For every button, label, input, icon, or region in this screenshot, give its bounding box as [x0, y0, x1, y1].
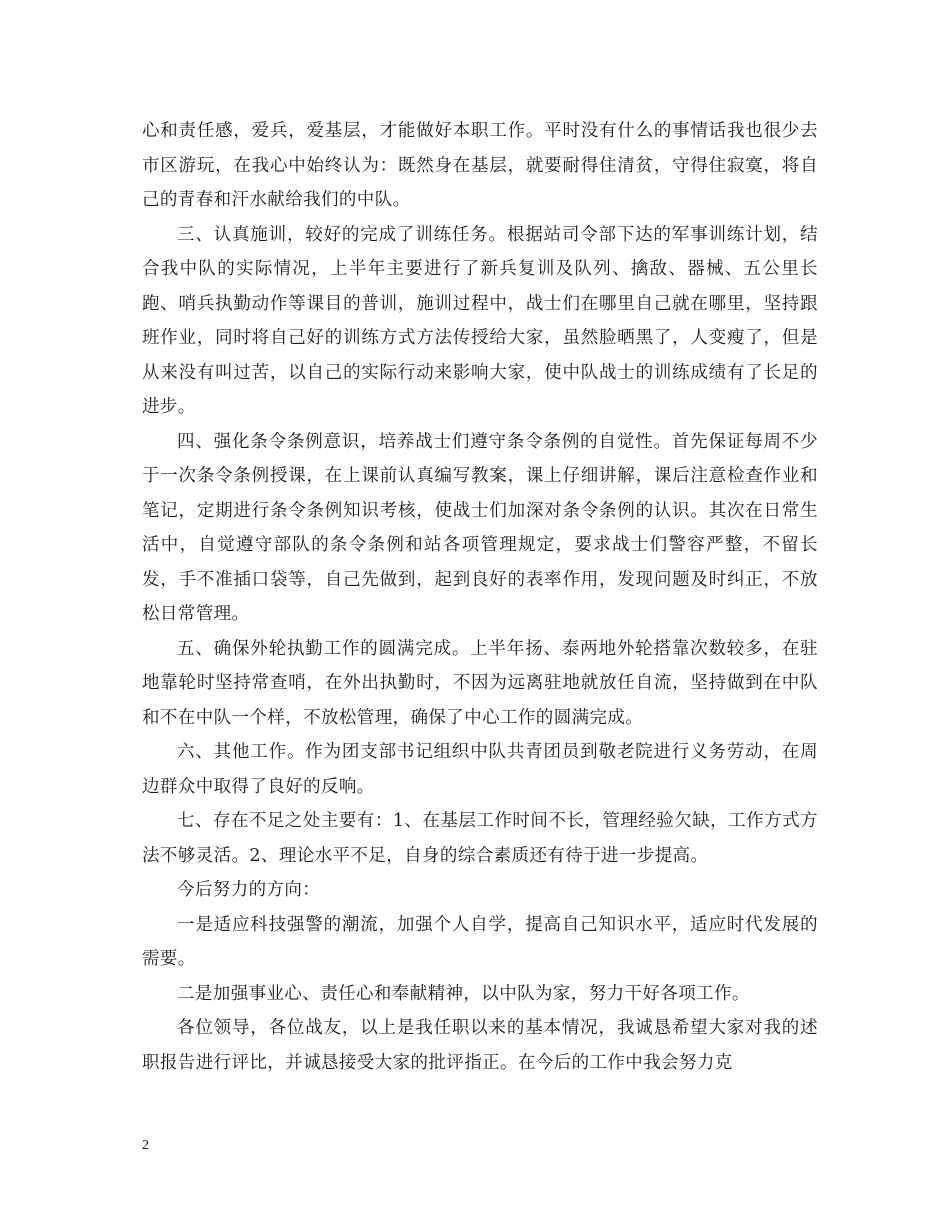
- page-number: 2: [142, 1138, 149, 1153]
- paragraph-section-seven: 七、存在不足之处主要有：1、在基层工作时间不长，管理经验欠缺，工作方式方法不够灵活。2、理论水平不足，自身的综合素质还有待于进一步提高。: [142, 811, 818, 866]
- document-body: [142, 114, 818, 1080]
- paragraph-continued: 心和责任感，爱兵，爱基层，才能做好本职工作。平时没有什么的事情话我也很少去市区游玩，在我心中始终认为：既然身在基层，就要耐得住清贫，守得住寂寞，将自己的青春和汗水献给我们的中队。: [142, 121, 818, 210]
- paragraph-section-five: 五、确保外轮执勤工作的圆满完成。上半年扬、泰两地外轮搭靠次数较多，在驻地靠轮时坚持常查哨，在外出执勤时，不因为远离驻地就放任自流，坚持做到在中队和不在中队一个样，不放松管理，确保了中心工作的圆满完成。: [142, 638, 818, 728]
- paragraph-section-six: 六、其他工作。作为团支部书记组织中队共青团员到敬老院进行义务劳动，在周边群众中取得了良好的反响。: [142, 742, 818, 797]
- paragraph-closing: 各位领导，各位战友，以上是我任职以来的基本情况，我诚恳希望大家对我的述职报告进行评比，并诚恳接受大家的批评指正。在今后的工作中我会努力克: [142, 1018, 818, 1073]
- paragraph-section-four: 四、强化条令条例意识，培养战士们遵守条令条例的自觉性。首先保证每周不少于一次条令条例授课，在上课前认真编写教案，课上仔细讲解，课后注意检查作业和笔记，定期进行条令条例知识考核，使战士们加深对条令条例的认识。其次在日常生活中，自觉遵守部队的条令条例和站各项管理规定，要求战士们警容严整，不留长发，手不准插口袋等，自己先做到，起到良好的表率作用，发现问题及时纠正，不放松日常管理。: [142, 431, 818, 624]
- paragraph-section-three: 三、认真施训，较好的完成了训练任务。根据站司令部下达的军事训练计划，结合我中队的实际情况，上半年主要进行了新兵复训及队列、擒敌、器械、五公里长跑、哨兵执勤动作等课目的普训，施训过程中，战士们在哪里自己就在哪里，坚持跟班作业，同时将自己好的训练方式方法传授给大家，虽然脸晒黑了，人变瘦了，但是从来没有叫过苦，以自己的实际行动来影响大家，使中队战士的训练成绩有了长足的进步。: [142, 224, 818, 417]
- paragraph-direction-one: 一是适应科技强警的潮流，加强个人自学，提高自己知识水平，适应时代发展的需要。: [142, 914, 818, 969]
- paragraph-direction-two: 二是加强事业心、责任心和奉献精神，以中队为家，努力干好各项工作。: [177, 983, 750, 1004]
- paragraph-future-direction-heading: 今后努力的方向：: [177, 880, 321, 900]
